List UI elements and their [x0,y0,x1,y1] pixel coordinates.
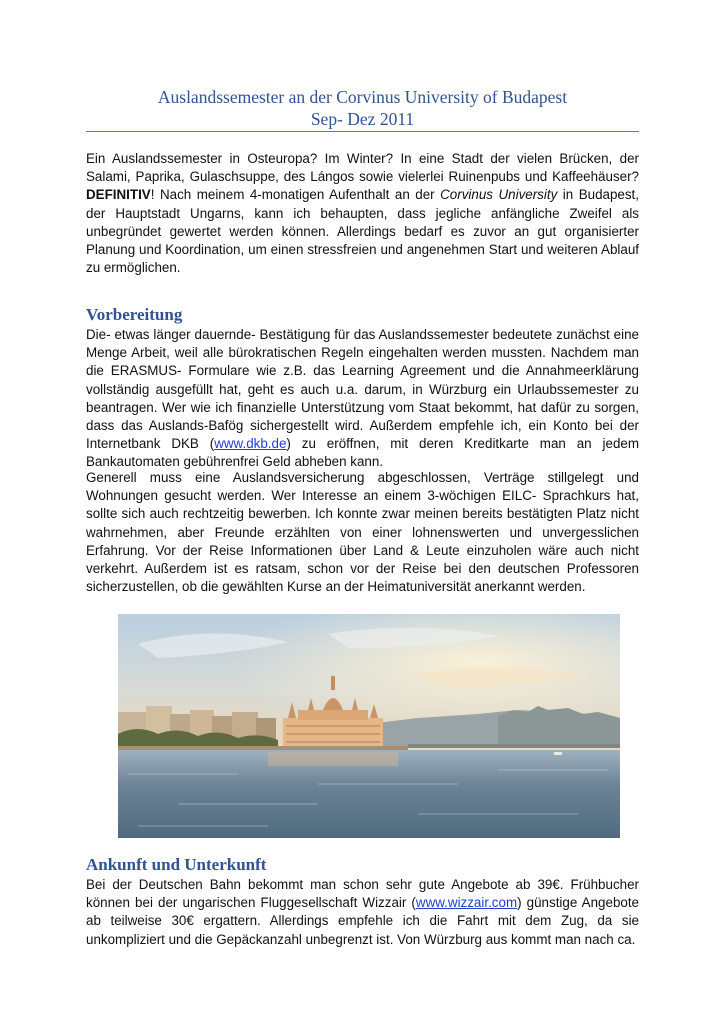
vorbereitung-paragraph-2: Generell muss eine Auslandsversicherung abgeschlossen, Verträge stillgelegt und Wohnungen gesucht werden. Wer Interesse an einem 3-wöchigen EILC- Sprachkurs hat, sollte sich auch rechtzeitig bewerben. Ich konnte zwar meinen bereits bestätigten Platz nicht wahrnehmen, aber Freunde erzählten von einer lohnenswerten und unvergesslichen Erfahrung. Vor der Reise Informationen über Land & Leute einzuholen wäre auch nicht verkehrt. Außerdem ist es ratsam, schon vor der Reise bei den deutschen Professoren sicherzustellen, ob die gewählten Kurse an der Heimatuniversität anerkannt werden. [86,470,639,595]
intro-italic: Corvinus University [440,187,558,203]
ankunft-text-2: ) günstige Angebote ab teilweise 30€ ergattern. Allerdings empfehle ich die Fahrt mit dem Zug, da sie unkompliziert und die Gepäckanzahl unbegrenzt ist. Von Würzburg aus kommt man nach ca. [86,895,640,947]
ankunft-text-1: Bei der Deutschen Bahn bekommt man schon sehr gute Angebote ab 39€. Frühbucher können bei der ungarischen Fluggesellschaft Wizzair ( [86,877,639,911]
vorbereitung-text-2: ) zu eröffnen, mit deren Kreditkarte man an jedem Bankautomaten gebührenfrei Geld abheben kann. [86,436,639,470]
section-heading-ankunft: Ankunft und Unterkunft [86,855,267,874]
budapest-parliament-photo [118,614,620,838]
vorbereitung-paragraph-1 [86,326,639,472]
section-heading-vorbereitung: Vorbereitung [86,305,183,324]
document-title [86,86,639,130]
dkb-link[interactable]: www.dkb.de [214,436,287,452]
title-line-1: Auslandssemester an der Corvinus University of Budapest [157,87,568,107]
wizzair-link[interactable]: www.wizzair.com [415,895,518,911]
intro-bold: DEFINITIV [86,187,151,203]
intro-text-1: Ein Auslandssemester in Osteuropa? Im Winter? In eine Stadt der vielen Brücken, der Salami, Paprika, Gulaschsuppe, des Lángos sowie vielerlei Ruinenpubs und Kaffeehäuser? [86,151,639,185]
intro-text-3: in Budapest, der Hauptstadt Ungarns, kann ich behaupten, dass jegliche anfängliche Zweifel als unbegründet gewertet werden können. Allerdings bedarf es zuvor an gut organisierter Planung und Koordination, um einen stressfreien und angenehmen Start und weiteren Ablauf zu ermöglichen. [86,187,640,276]
intro-paragraph [86,150,639,277]
photo-illustration [118,614,620,838]
title-line-2: Sep- Dez 2011 [310,109,415,129]
intro-text-2: ! Nach meinem 4-monatigen Aufenthalt an der [150,187,441,203]
ankunft-paragraph-1 [86,876,639,949]
title-divider [86,131,639,132]
vorbereitung-text-1: Die- etwas länger dauernde- Bestätigung für das Auslandssemester bedeutete zunächst eine Menge Arbeit, weil alle bürokratischen Regeln eingehalten werden mussten. Nachdem man die ERASMUS- Formulare wie z.B. das Learning Agreement und die Annahmeerklärung vollständig ausgefüllt hat, geht es auch u.a. darum, in Würzburg ein Urlaubssemester zu beantragen. Wer wie ich finanzielle Unterstützung vom Staat bekommt, hat dafür zu sorgen, dass das Auslands-Bafög sichergestellt wird. Außerdem empfehle ich, ein Konto bei der Internetbank DKB ( [86,327,639,452]
